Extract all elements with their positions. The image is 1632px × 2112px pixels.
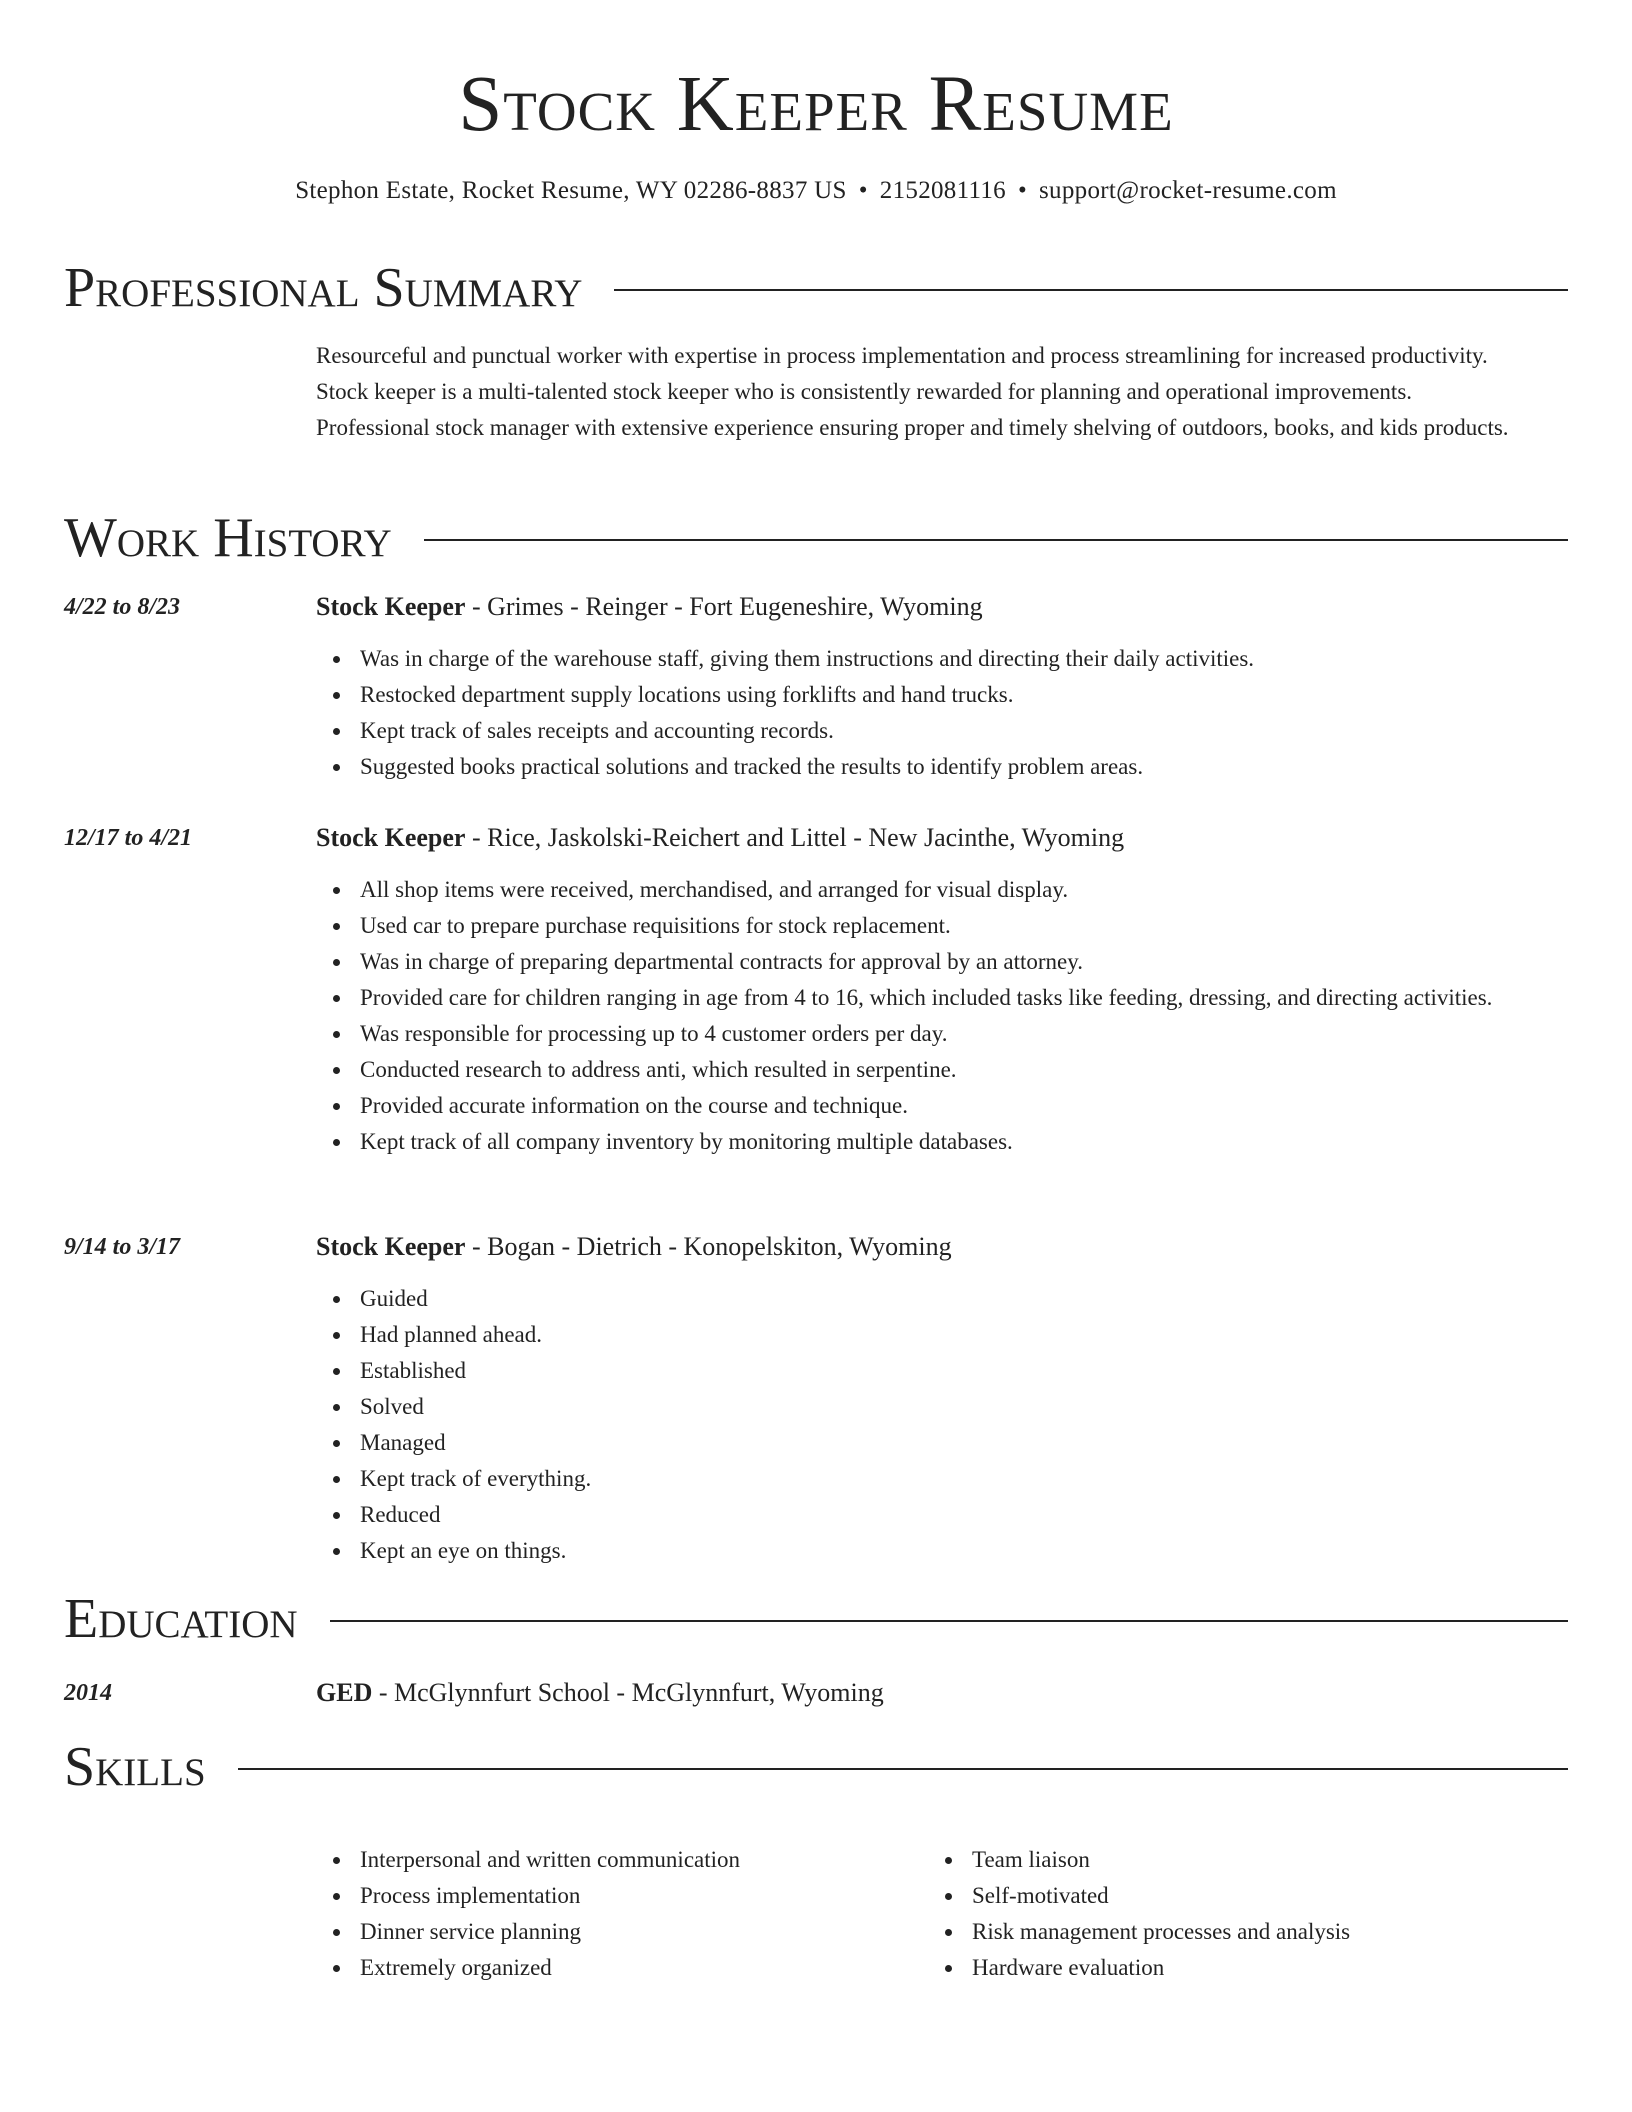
- section-divider: [238, 1768, 1568, 1770]
- job-duty: Suggested books practical solutions and tracked the results to identify problem areas.: [360, 749, 1612, 785]
- job-duty: Was in charge of preparing departmental contracts for approval by an attorney.: [360, 944, 1612, 980]
- contact-separator: •: [858, 177, 868, 204]
- job-title: Stock Keeper: [316, 1232, 466, 1261]
- section-education: [64, 1584, 1568, 1654]
- job-heading: [316, 591, 983, 623]
- section-heading: Work History: [64, 507, 392, 569]
- job-employer: - Grimes - Reinger - Fort Eugeneshire, Wyoming: [465, 592, 983, 621]
- job-duty: Had planned ahead.: [360, 1317, 1612, 1353]
- section-professional-summary: [64, 253, 1568, 323]
- job-title: Stock Keeper: [316, 823, 466, 852]
- job-duty: Guided: [360, 1281, 1612, 1317]
- job-duty: Kept an eye on things.: [360, 1533, 1612, 1569]
- skills-list-right: [928, 1842, 1572, 1986]
- job-heading: [316, 822, 1124, 854]
- job-duty: Was responsible for processing up to 4 customer orders per day.: [360, 1016, 1612, 1052]
- job-dates: 9/14 to 3/17: [64, 1234, 181, 1260]
- job-title: Stock Keeper: [316, 592, 466, 621]
- skill-item: Hardware evaluation: [972, 1950, 1572, 1986]
- section-heading: Education: [64, 1588, 298, 1650]
- education-degree: GED: [316, 1678, 373, 1707]
- job-duty: Kept track of sales receipts and accounting records.: [360, 713, 1612, 749]
- section-divider: [330, 1620, 1568, 1622]
- section-divider: [424, 539, 1568, 541]
- job-duty: Reduced: [360, 1497, 1612, 1533]
- job-duty: Provided accurate information on the course and technique.: [360, 1088, 1612, 1124]
- contact-address: Stephon Estate, Rocket Resume, WY 02286-8837 US: [295, 177, 847, 204]
- job-duties: [316, 872, 1612, 1160]
- contact-phone: 2152081116: [879, 177, 1006, 204]
- job-duties: [316, 641, 1612, 785]
- job-duty: Restocked department supply locations using forklifts and hand trucks.: [360, 677, 1612, 713]
- job-heading: [316, 1231, 952, 1263]
- job-duty: Provided care for children ranging in age from 4 to 16, which included tasks like feeding, dressing, and directing activities.: [360, 980, 1612, 1016]
- job-employer: - Rice, Jaskolski-Reichert and Littel - New Jacinthe, Wyoming: [465, 823, 1125, 852]
- job-duty: Kept track of everything.: [360, 1461, 1612, 1497]
- job-duty: Managed: [360, 1425, 1612, 1461]
- job-duty: Was in charge of the warehouse staff, giving them instructions and directing their daily activities.: [360, 641, 1612, 677]
- job-duty: All shop items were received, merchandised, and arranged for visual display.: [360, 872, 1612, 908]
- job-duty: Used car to prepare purchase requisitions for stock replacement.: [360, 908, 1612, 944]
- job-duty: Kept track of all company inventory by monitoring multiple databases.: [360, 1124, 1612, 1160]
- skill-item: Risk management processes and analysis: [972, 1914, 1572, 1950]
- section-skills: [64, 1732, 1568, 1802]
- skill-item: Team liaison: [972, 1842, 1572, 1878]
- section-work-history: [64, 503, 1568, 573]
- education-heading: [316, 1677, 884, 1709]
- contact-email: support@rocket-resume.com: [1039, 177, 1337, 204]
- job-duty: Solved: [360, 1389, 1612, 1425]
- skill-item: Dinner service planning: [360, 1914, 920, 1950]
- section-heading: Professional Summary: [64, 257, 583, 319]
- contact-line: [0, 174, 1632, 208]
- skills-list-left: [316, 1842, 920, 1986]
- job-dates: 4/22 to 8/23: [64, 594, 181, 620]
- skill-item: Self-motivated: [972, 1878, 1572, 1914]
- job-employer: - Bogan - Dietrich - Konopelskiton, Wyoming: [465, 1232, 952, 1261]
- job-duty: Established: [360, 1353, 1612, 1389]
- job-duty: Conducted research to address anti, which resulted in serpentine.: [360, 1052, 1612, 1088]
- skill-item: Extremely organized: [360, 1950, 920, 1986]
- skill-item: Interpersonal and written communication: [360, 1842, 920, 1878]
- section-divider: [614, 289, 1568, 291]
- job-duties: [316, 1281, 1612, 1569]
- contact-separator: •: [1017, 177, 1028, 204]
- skill-item: Process implementation: [360, 1878, 920, 1914]
- job-dates: 12/17 to 4/21: [64, 825, 193, 851]
- education-year: 2014: [64, 1680, 112, 1706]
- education-school: - McGlynnfurt School - McGlynnfurt, Wyoming: [372, 1678, 884, 1707]
- summary-text: Resourceful and punctual worker with expertise in process implementation and process streamlining for increased productivity. Stock keeper is a multi-talented stock keeper who is consistently rewarded for planning and operational improvements. Professional stock manager with extensive experience ensuring proper and timely shelving of outdoors, books, and kids products.: [316, 343, 1509, 440]
- section-heading: Skills: [64, 1736, 206, 1798]
- resume-title: Stock Keeper Resume: [458, 61, 1174, 148]
